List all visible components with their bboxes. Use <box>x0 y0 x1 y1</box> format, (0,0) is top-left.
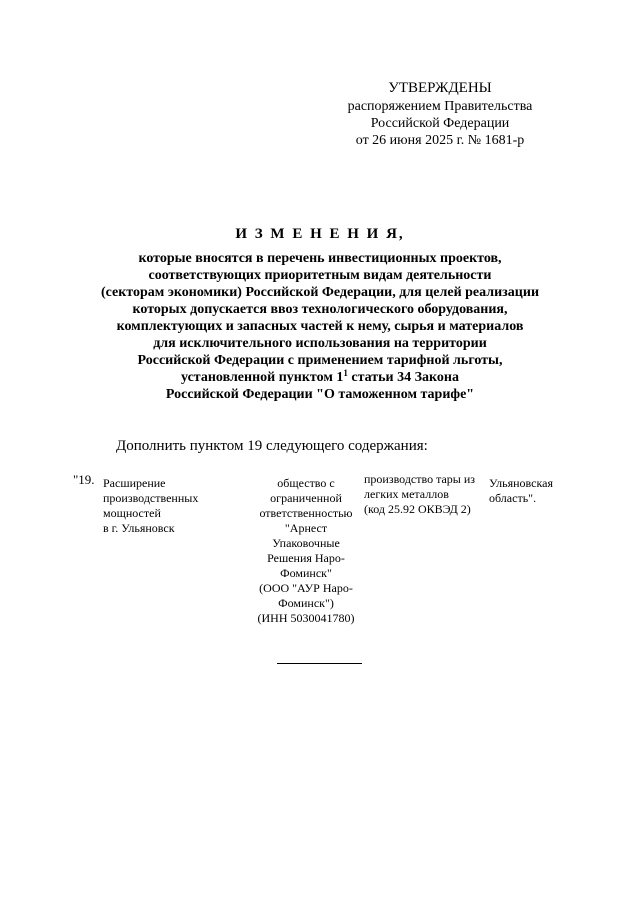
closing-divider <box>277 663 362 664</box>
approval-line: от 26 июня 2025 г. № 1681-р <box>355 133 525 148</box>
approval-heading: УТВЕРЖДЕНЫ <box>388 80 492 96</box>
organization-line: Фоминск") <box>278 596 334 610</box>
intro-paragraph: Дополнить пунктом 19 следующего содержания: <box>116 438 428 454</box>
organization-line: Упаковочные <box>272 536 340 550</box>
organization-line: ответственностью <box>259 506 353 520</box>
project-name-cell <box>103 476 198 536</box>
subtitle-line: которые вносятся в перечень инвестиционных проектов, <box>138 251 502 266</box>
organization-cell <box>244 476 368 626</box>
document-subtitle <box>60 250 580 403</box>
project-line: в г. Ульяновск <box>103 521 175 535</box>
production-line: производство тары из <box>364 472 476 486</box>
superscript-index: 1 <box>343 368 348 378</box>
project-line: производственных <box>103 491 199 505</box>
subtitle-line: соответствующих приоритетным видам деятельности <box>148 268 492 283</box>
project-line: мощностей <box>103 506 161 520</box>
approval-line: Российской Федерации <box>370 116 510 131</box>
table-row <box>0 470 640 640</box>
production-cell <box>364 472 475 517</box>
subtitle-line: Российской Федерации "О таможенном тарифе" <box>165 387 475 402</box>
region-cell <box>489 476 553 506</box>
subtitle-text: статьи 34 Закона <box>347 370 459 385</box>
subtitle-line: для исключительного использования на территории <box>153 336 487 351</box>
document-title: И З М Е Н Е Н И Я, <box>235 226 405 242</box>
project-line: Расширение <box>103 476 166 490</box>
subtitle-line: которых допускается ввоз технологического оборудования, <box>132 302 508 317</box>
approval-line: распоряжением Правительства <box>347 99 533 114</box>
subtitle-line: комплектующих и запасных частей к нему, сырья и материалов <box>116 319 524 334</box>
subtitle-text: установленной пунктом 1 <box>181 370 344 385</box>
region-line: Ульяновская <box>489 476 553 490</box>
approval-block <box>320 79 560 149</box>
organization-line: "Арнест <box>284 521 328 535</box>
organization-line: (ООО "АУР Наро- <box>259 581 353 595</box>
organization-line: (ИНН 5030041780) <box>257 611 355 625</box>
region-line: область". <box>489 491 537 505</box>
subtitle-line: (секторам экономики) Российской Федерации, для целей реализации <box>100 285 540 300</box>
production-line: (код 25.92 ОКВЭД 2) <box>364 502 471 516</box>
subtitle-line: Российской Федерации с применением тарифной льготы, <box>137 353 503 368</box>
production-line: легких металлов <box>364 487 449 501</box>
organization-line: Решения Наро- <box>267 551 345 565</box>
organization-line: ограниченной <box>270 491 342 505</box>
entry-number: "19. <box>73 472 95 487</box>
organization-line: общество с <box>277 476 335 490</box>
subtitle-line-with-superscript <box>60 369 580 386</box>
organization-line: Фоминск" <box>280 566 332 580</box>
